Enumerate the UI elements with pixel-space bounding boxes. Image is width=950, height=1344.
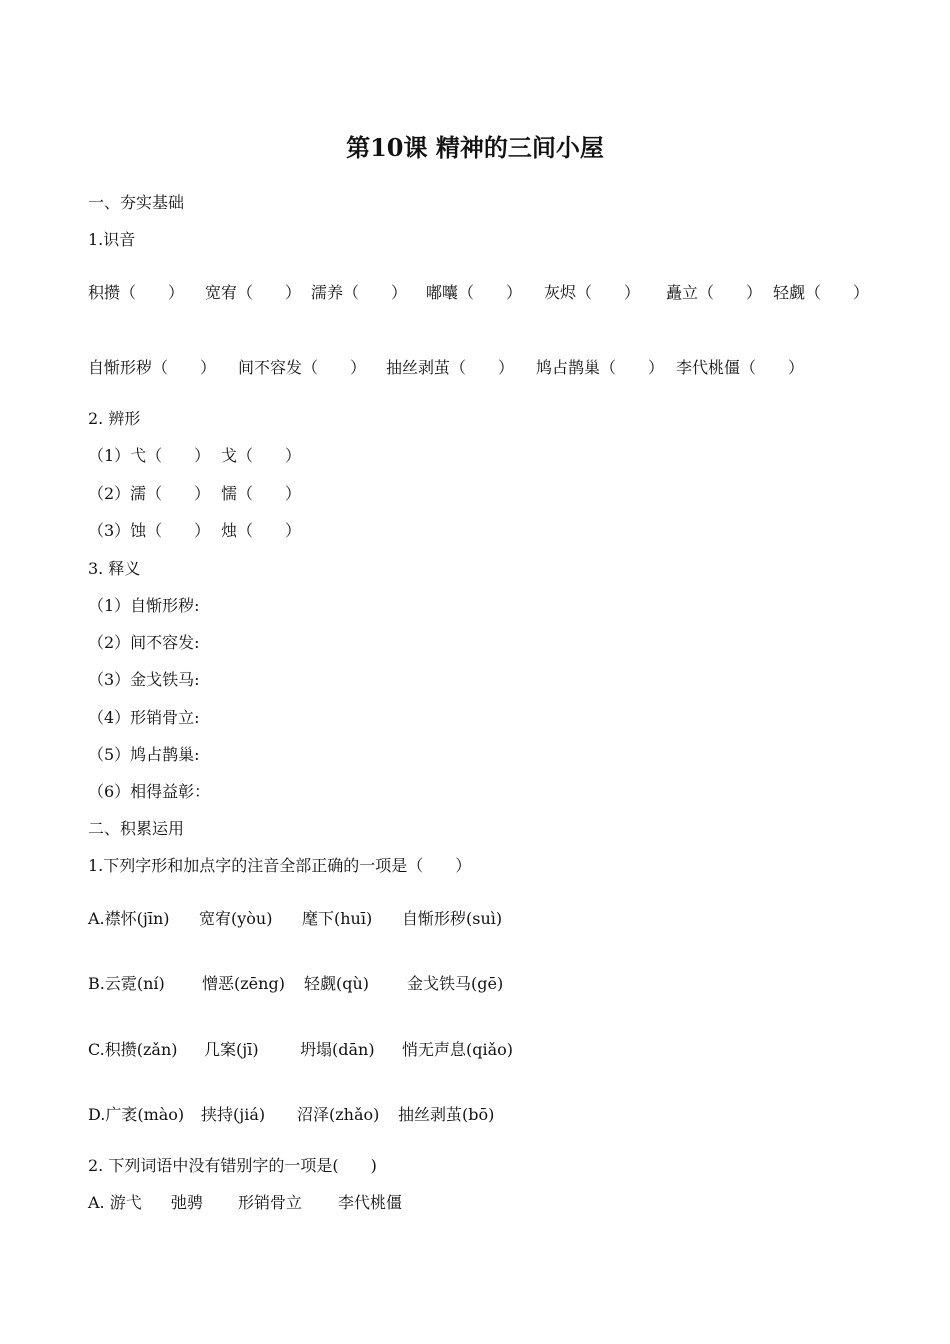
shape-item: 懦（ ）	[221, 484, 302, 503]
pronunciation-item	[666, 280, 762, 303]
pronunciation-item	[88, 280, 184, 303]
pronunciation-item	[386, 355, 514, 378]
option-item: 几案(jī)	[204, 1040, 259, 1059]
pronunciation-item	[676, 355, 804, 378]
pronunciation-item	[426, 280, 522, 303]
pronunciation-item-text: 积攒（ ）	[88, 283, 185, 302]
option-item: 李代桃僵	[338, 1193, 403, 1212]
question-stem: 1.下列字形和加点字的注音全部正确的一项是（ ）	[88, 856, 472, 875]
shape-item: 烛（ ）	[221, 521, 302, 540]
option-item: 憎恶(zēng)	[202, 974, 285, 993]
option-item: A. 游弋	[88, 1193, 142, 1212]
shape-item: 戈（ ）	[221, 446, 302, 465]
pronunciation-item-text: 抽丝剥茧（ ）	[386, 358, 515, 377]
meaning-item: （5）鸠占鹊巢:	[88, 745, 200, 764]
meaning-item: （6）相得益彰：	[88, 782, 211, 801]
option-item: 形销骨立	[238, 1193, 303, 1212]
shape-item: （1）弋（ ）	[88, 446, 211, 465]
pronunciation-item-text: 宽宥（ ）	[205, 283, 302, 302]
question-label-meanings: 3. 释义	[88, 559, 141, 578]
pronunciation-item	[88, 355, 216, 378]
section-heading-application: 二、积累运用	[88, 819, 185, 838]
pronunciation-item-text: 间不容发（ ）	[238, 358, 367, 377]
option-item: 抽丝剥茧(bō)	[398, 1105, 495, 1124]
question-stem: 2. 下列词语中没有错别字的一项是( )	[88, 1156, 377, 1175]
pronunciation-item	[773, 280, 869, 303]
pronunciation-item-text: 濡养（ ）	[311, 283, 408, 302]
pronunciation-item-text: 自惭形秽（ ）	[88, 358, 217, 377]
pronunciation-item	[238, 355, 366, 378]
option-item: 沼泽(zhǎo)	[297, 1105, 380, 1124]
pronunciation-item-text: 灰烬（ ）	[544, 283, 641, 302]
option-item: 轻觑(qù)	[304, 974, 370, 993]
option-item: 宽宥(yòu)	[199, 909, 273, 928]
option-item: 弛骋	[171, 1193, 204, 1212]
option-item: 麾下(huī)	[302, 909, 373, 928]
pronunciation-item	[544, 280, 640, 303]
option-item: 金戈铁马(gē)	[407, 974, 504, 993]
pronunciation-item	[205, 280, 301, 303]
pronunciation-item-text: 轻觑（ ）	[773, 283, 870, 302]
option-item: 自惭形秽(suì)	[402, 909, 503, 928]
question-label-shapes: 2. 辨形	[88, 409, 141, 428]
option-item: D.广袤(mào)	[88, 1105, 185, 1124]
meaning-item: （3）金戈铁马:	[88, 670, 200, 689]
option-item: B.云霓(ní)	[88, 974, 165, 993]
meaning-item: （4）形销骨立:	[88, 708, 200, 727]
option-item: 悄无声息(qiǎo)	[402, 1040, 514, 1059]
pronunciation-item-text: 矗立（ ）	[666, 283, 763, 302]
pronunciation-item-text: 李代桃僵（ ）	[676, 358, 805, 377]
pronunciation-item-text: 鸠占鹊巢（ ）	[536, 358, 665, 377]
meaning-item: （1）自惭形秽:	[88, 596, 200, 615]
option-item: 挟持(jiá)	[201, 1105, 266, 1124]
option-item: C.积攒(zǎn)	[88, 1040, 178, 1059]
pronunciation-item-text: 嘟囔（ ）	[426, 283, 523, 302]
question-label-pronunciation: 1.识音	[88, 230, 136, 249]
shape-item: （3）蚀（ ）	[88, 521, 211, 540]
option-item: A.襟怀(jīn)	[88, 909, 170, 928]
pronunciation-item	[311, 280, 407, 303]
page-title: 第10课 精神的三间小屋	[346, 133, 604, 162]
shape-item: （2）濡（ ）	[88, 484, 211, 503]
section-heading-foundation: 一、夯实基础	[88, 193, 185, 212]
option-item: 坍塌(dān)	[300, 1040, 375, 1059]
pronunciation-item	[536, 355, 664, 378]
meaning-item: （2）间不容发:	[88, 633, 200, 652]
